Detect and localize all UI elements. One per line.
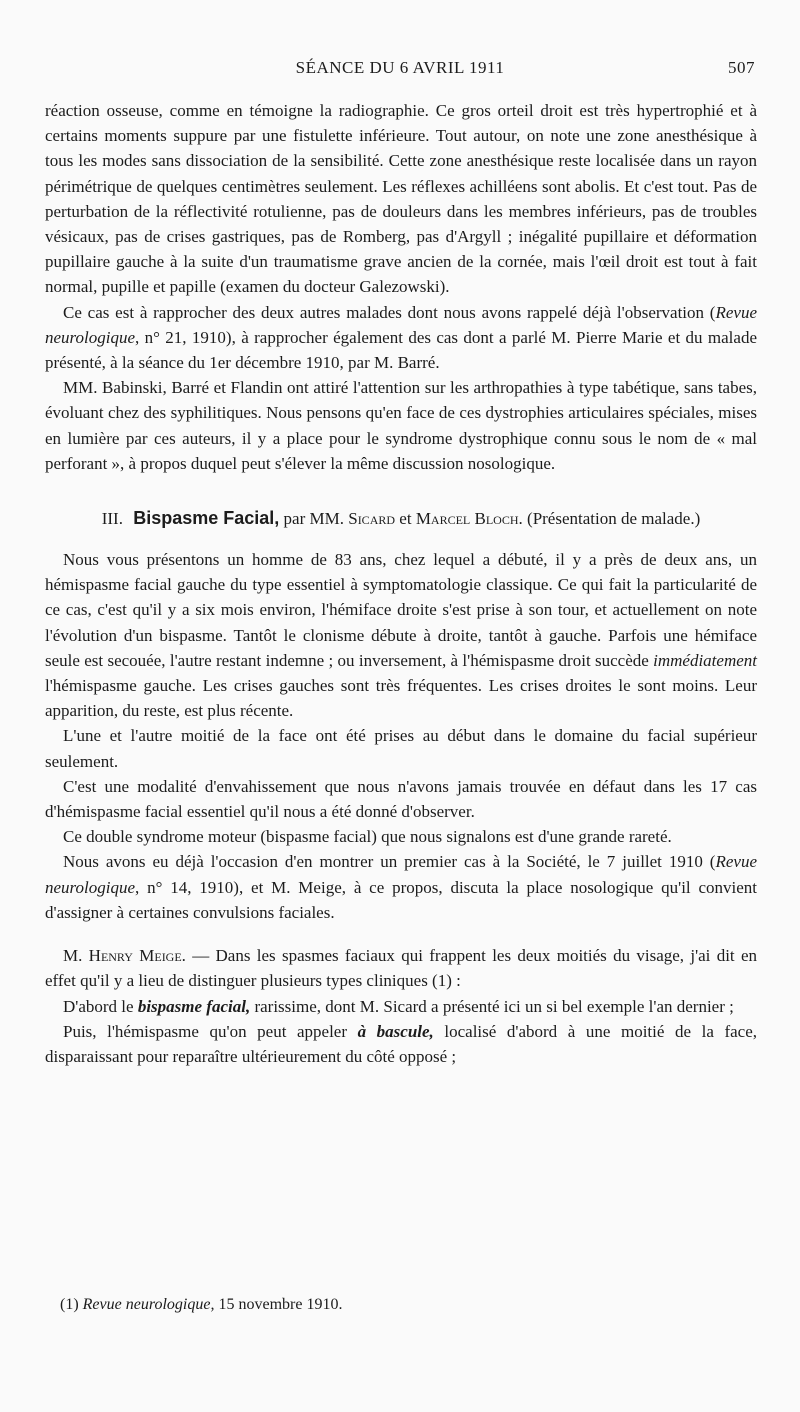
section-by: par MM.	[283, 509, 344, 529]
body-text	[45, 98, 757, 1069]
text-run: rarissime, dont M. Sicard a présenté ici un si bel exemple l'an dernier ;	[250, 996, 734, 1016]
paragraph-nous-presentons	[45, 547, 757, 723]
running-header	[45, 58, 755, 86]
paragraph-babinski: MM. Babinski, Barré et Flandin ont attiré l'attention sur les arthropathies à type tabétique, sans tabes, évoluant chez des syphilitiques. Nous pensons qu'en face de ces dystrophies articulaires spéciales, mises en lumière par ces auteurs, il y a place pour le syndrome dystrophique connu sous le nom de « mal perforant », à propos duquel peut s'élever la même discussion nosologique.	[45, 378, 757, 473]
text-run: , n° 14, 1910), et M. Meige, à ce propos, discuta la place nosologique qu'il convient d'assigner à certaines convulsions faciales.	[45, 877, 757, 922]
author-sicard: Sicard	[348, 509, 396, 529]
term: bispasme facial,	[137, 996, 251, 1016]
text-run: , n° 21, 1910), à rapprocher également des cas dont a parlé M. Pierre Marie et du malade présenté, à la séance du 1er décembre 1910, par M. Barré.	[45, 327, 757, 373]
paragraph-ce-cas	[45, 300, 757, 376]
text-run: Nous avons eu déjà l'occasion d'en montrer un premier cas à la Société, le 7 juillet 1910 (	[63, 852, 716, 872]
section-title: Bispasme Facial,	[133, 508, 280, 529]
section-heading	[45, 506, 757, 531]
text-run: Puis, l'hémispasme qu'on peut appeler	[63, 1021, 358, 1041]
paragraph-dabord	[45, 994, 757, 1019]
paragraph-reaction: réaction osseuse, comme en témoigne la radiographie. Ce gros orteil droit est très hypertrophié et à certains moments suppure par une fistulette inférieure. Tout autour, on note une zone anesthésique à tous les modes sans dissociation de la sensibilité. Cette zone anesthésique reste localisée dans un rayon périmétrique de quelques centimètres seulement. Les réflexes achilléens sont abolis. Et c'est tout. Pas de perturbation de la réflectivité rotulienne, pas de douleurs dans les membres inférieurs, pas de troubles vésicaux, pas de crises gastriques, pas de Romberg, pas d'Argyll ; inégalité pupillaire et déformation pupillaire gauche à la suite d'un traumatisme grave ancien de la cornée, mais l'œil droit est tout à fait normal, pupille et papille (examen du docteur Galezowski).	[45, 101, 757, 297]
journal-title: Revue neurologique	[45, 852, 757, 897]
paragraph-lune: L'une et l'autre moitié de la face ont été prises au début dans le domaine du facial supérieur seulement.	[45, 726, 757, 771]
section-number: III.	[101, 509, 123, 529]
text-run: l'hémispasme gauche. Les crises gauches sont très fréquentes. Les crises droites le sont moins. Leur apparition, du reste, est plus récente.	[45, 676, 757, 721]
paragraph-modalite: C'est une modalité d'envahissement que nous n'avons jamais trouvée en défaut dans les 17 cas d'hémispasme facial essentiel qu'il nous a été donné d'observer.	[45, 776, 757, 822]
footnote-date: 15 novembre 1910.	[218, 1296, 343, 1313]
text-run: localisé d'abord à une moitié de la face, disparaissant pour reparaître ultérieurement du côté opposé ;	[45, 1021, 757, 1066]
author-bloch: Marcel Bloch.	[415, 509, 523, 529]
paragraph-double: Ce double syndrome moteur (bispasme facial) que nous signalons est d'une grande rareté.	[63, 827, 672, 847]
spacer	[45, 925, 757, 943]
header-title: SÉANCE DU 6 AVRIL 1911	[295, 58, 505, 77]
footnote-journal: Revue neurologique,	[82, 1296, 215, 1313]
emphasis: immédiatement	[653, 650, 757, 670]
text-run: Ce cas est à rapprocher des deux autres malades dont nous avons rappelé déjà l'observation (	[63, 302, 716, 322]
paragraph-meige	[45, 943, 757, 993]
text-run: Nous vous présentons un homme de 83 ans, chez lequel a débuté, il y a près de deux ans, un hémispasme facial gauche du type essentiel à symptomatologie classique. Ce qui fait la particularité de ce cas, c'est qu'il y a six mois environ, l'hémiface droite s'est prise à son tour, et actuellement on note l'évolution d'un bispasme. Tantôt le clonisme débute à droite, tantôt à gauche. Parfois une hémiface seule est secouée, l'autre restant indemne ; ou inversement, à l'hémispasme droit succède	[45, 550, 757, 670]
footnote-mark: (1)	[60, 1296, 79, 1313]
paragraph-puis	[45, 1019, 757, 1069]
term: à bascule,	[357, 1021, 434, 1041]
footnote	[60, 1296, 342, 1314]
page-number: 507	[728, 58, 755, 77]
text-run: — Dans les spasmes faciaux qui frappent les deux moitiés du visage, j'ai dit en effet qu'il y a lieu de distinguer plusieurs types cliniques (1) :	[45, 946, 757, 991]
journal-title: Revue neurologique	[45, 302, 757, 347]
paragraph-occasion	[45, 849, 757, 925]
speaker-name: M. Henry Meige.	[63, 946, 186, 966]
section-and: et	[399, 509, 412, 529]
section-note: (Présentation de malade.)	[527, 509, 701, 529]
text-run: D'abord le	[63, 996, 138, 1016]
